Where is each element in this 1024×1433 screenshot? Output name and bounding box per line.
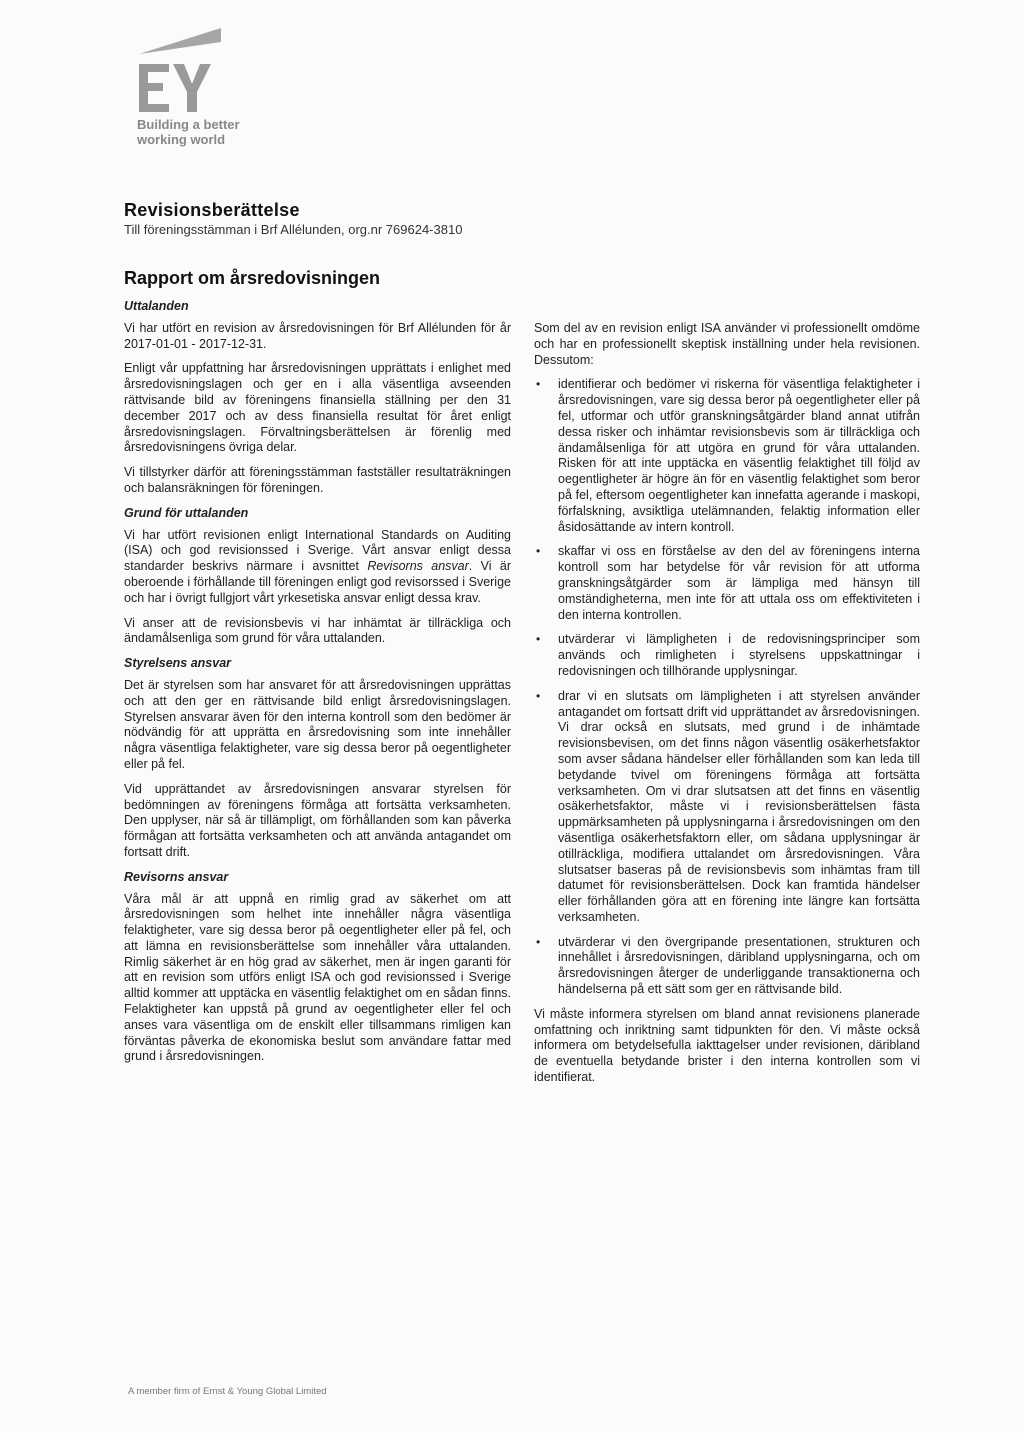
paragraph: Vi anser att de revisionsbevis vi har inhämtat är tillräckliga och ändamålsenliga som grund för våra uttalanden. xyxy=(124,615,511,646)
list-item: • utvärderar vi lämpligheten i de redovisningsprinciper som används och rimligheten i styrelsens uppskattningar i redovisningen och tillhörande upplysningar. xyxy=(534,632,920,679)
list-item: • identifierar och bedömer vi riskerna för väsentliga felaktigheter i årsredovisningen, vare sig dessa beror på oegentligheter eller på fel, utformar och utför granskningsåtgärder bland annat utifrån dessa risker och inhämtar revisionsbevis som är tillräckliga och ändamålsenliga för att utgöra en grund för våra uttalanden. Risken för att inte upptäcka en väsentlig felaktighet till följd av oegentligheter är högre än för en väsentlig felaktighet som beror på fel, eftersom oegentligheter kan innefatta agerande i maskopi, förfalskning, avsiktliga utelämnanden, felaktig information eller åsidosättande av intern kontroll. xyxy=(534,377,920,535)
footer-text: A member firm of Ernst & Young Global Limited xyxy=(128,1386,327,1397)
heading-grund: Grund för uttalanden xyxy=(124,505,249,520)
heading-styrelsens-ansvar: Styrelsens ansvar xyxy=(124,656,232,671)
left-column xyxy=(124,299,511,1074)
ey-logo-mark xyxy=(137,28,267,118)
text-span: . Vi är oberoende i förhållande till föreningen enligt god revisorssed i Sverige och har i övrigt fullgjort vårt yrkesetiska ansvar enligt dessa krav. xyxy=(124,559,512,605)
logo-tagline xyxy=(137,117,240,147)
paragraph: Det är styrelsen som har ansvaret för att årsredovisningen upprättas och att den ger en rättvisande bild enligt årsredovisningslagen. Styrelsen ansvarar även för den interna kontroll som den bedömer är nödvändig för att upprätta en årsredovisning som inte innehåller några väsentliga felaktigheter, vare sig dessa beror på oegentligheter eller på fel. xyxy=(124,677,511,771)
paragraph: Vi måste informera styrelsen om bland annat revisionens planerade omfattning och inriktning samt tidpunkten för den. Vi måste också informera om betydelsefulla iakttagelser under revisionen, däribland de eventuella betydande brister i den interna kontrollen som vi identifierat. xyxy=(534,1006,920,1085)
paragraph: Enligt vår uppfattning har årsredovisningen upprättats i enlighet med årsredovisningslagen och ger en i alla väsentliga avseenden rättvisande bild av föreningens finansiella ställning per den 31 december 2017 och av dess finansiella resultat för året enligt årsredovisningslagen. Förvaltningsberättelsen är förenlig med årsredovisningens övriga delar. xyxy=(124,361,511,455)
heading-uttalanden: Uttalanden xyxy=(124,299,189,313)
paragraph: Vi tillstyrker därför att föreningsstämman fastställer resultaträkningen och balansräkningen för föreningen. xyxy=(124,465,511,495)
list-item: • skaffar vi oss en förståelse av den del av föreningens interna kontroll som har betydelse för vår revision för att utforma granskningsåtgärder som är lämpliga med hänsyn till omständigheterna, men inte för att uttala oss om effektiviteten i den interna kontrollen. xyxy=(534,544,920,623)
section-title: Rapport om årsredovisningen xyxy=(124,268,381,288)
paragraph: Vi har utfört en revision av årsredovisningen för Brf Allélunden för år 2017-01-01 - 2017-12-31. xyxy=(124,320,511,351)
list-item: • drar vi en slutsats om lämpligheten i att styrelsen använder antagandet om fortsatt drift vid upprättandet av årsredovisningen. Vi drar också en slutsats, med grund i de inhämtade revisionsbevisen, om det finns någon väsentlig osäkerhetsfaktor som avser sådana händelser eller förhållanden som kan leda till betydande tvivel om föreningens förmåga att fortsätta verksamheten. Om vi drar slutsatsen att det finns en väsentlig osäkerhetsfaktor, måste vi i revisionsberättelsen fästa uppmärksamheten på upplysningarna i årsredovisningen om den väsentliga osäkerhetsfaktorn eller, om sådana upplysningar är otillräckliga, modifiera uttalandet om årsredovisningen. Våra slutsatser baseras på de revisionsbevis som inhämtas fram till datumet för revisionsberättelsen. Dock kan framtida händelser eller förhållanden göra att en förening inte längre kan fortsätta verksamheten. xyxy=(534,689,920,926)
heading-revisorns-ansvar: Revisorns ansvar xyxy=(124,869,229,884)
bullet-list xyxy=(534,377,920,997)
list-item: • utvärderar vi den övergripande presentationen, strukturen och innehållet i årsredovisningen, däribland upplysningarna, och om årsredovisningen återger de underliggande transaktionerna och händelserna på ett sätt som ger en rättvisande bild. xyxy=(534,935,920,998)
document-subtitle: Till föreningsstämman i Brf Allélunden, org.nr 769624-3810 xyxy=(124,222,463,237)
paragraph xyxy=(124,528,511,607)
emphasis-revisorns-ansvar: Revisorns ansvar xyxy=(367,559,469,574)
tagline-line-1: Building a better xyxy=(137,117,240,132)
paragraph: Som del av en revision enligt ISA använder vi professionellt omdöme och har en professionellt skeptisk inställning under hela revisionen. Dessutom: xyxy=(534,321,920,367)
paragraph: Våra mål är att uppnå en rimlig grad av säkerhet om att årsredovisningen som helhet inte innehåller några väsentliga felaktigheter, vare sig dessa beror på oegentligheter eller på fel, och att lämna en revisionsberättelse som innehåller våra uttalanden. Rimlig säkerhet är en hög grad av säkerhet, men är ingen garanti för att en revision som utförs enligt ISA och god revisionssed i Sverige alltid kommer att upptäcka en väsentlig felaktighet om en sådan finns. Felaktigheter kan uppstå på grund av oegentligheter eller fel och anses vara väsentliga om de enskilt eller tillsammans rimligen kan förväntas påverka de ekonomiska beslut som användare fattar med grund i årsredovisningen. xyxy=(124,891,511,1064)
right-column xyxy=(534,321,920,1095)
text-span: Vi har utfört revisionen enligt International Standards on Auditing (ISA) och god revisionssed i Sverige. Vårt ansvar enligt dessa standarder beskrivs närmare i avsnittet xyxy=(124,527,511,574)
document-title: Revisionsberättelse xyxy=(124,200,300,220)
paragraph: Vid upprättandet av årsredovisningen ansvarar styrelsen för bedömningen av föreningens förmåga att fortsätta verksamheten. Den upplyser, när så är tillämpligt, om förhållanden som kan påverka förmågan att fortsätta verksamheten och att använda antagandet om fortsatt drift. xyxy=(124,781,511,859)
tagline-line-2: working world xyxy=(137,132,226,147)
